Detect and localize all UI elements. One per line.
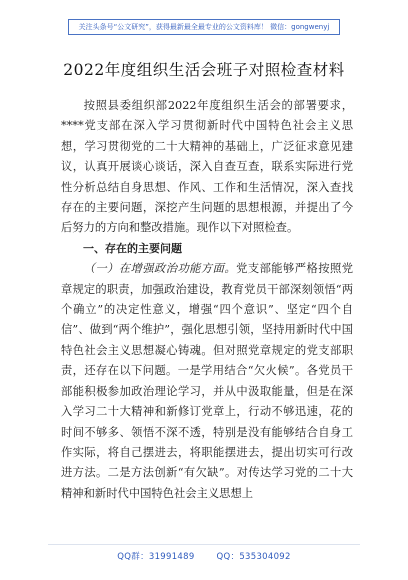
intro-paragraph: 按照县委组织部2022年度组织生活会的部署要求，****党支部在深入学习贯彻新时代中国特色社会主义思想，学习贯彻党的二十大精神的基础上，广泛征求意见建议，认真开展谈心谈话，深入自查互查，联系实际进行党性分析总结自身思想、作风、工作和生活情况，深入查找存在的主要问题，深挖产生问题的思想根源，并提出了今后努力的方向和整改措施。现作以下对照检查。 (61, 99, 353, 235)
subsection-paragraph (61, 259, 353, 504)
document-title: 2022年度组织生活会班子对照检查材料 (63, 61, 345, 79)
header-banner: 关注头条号“公文研究”，获得最新最全最专业的公文资料库！ 微信：gongwenyj (68, 19, 340, 35)
footer-divider (48, 544, 360, 545)
document-body (61, 96, 353, 504)
subsection-heading: （一）在增强政治功能方面。 (83, 262, 237, 276)
footer-qq-group: QQ群：31991489 (117, 552, 195, 562)
subsection-text: 党支部能够严格按照党章规定的职责，加强政治建设，教育党员干部深刻领悟“两个确立”的决定性意义，增强“四个意识”、坚定“四个自信”、做到“两个维护”，强化思想引领，坚持用新时代中国特色社会主义思想凝心铸魂。但对照党章规定的党支部职责，还存在以下问题。一是学用结合“欠火候”。各党员干部能积极参加政治理论学习，并从中汲取能量，但是在深入学习二十大精神和新修订党章上，行动不够迅速，花的时间不够多、领悟不深不透，特别是没有能够结合自身工作实际，将自己摆进去，将职能摆进去，提出切实可行改进方法。二是方法创新“有欠缺”。对传达学习党的二十大精神和新时代中国特色社会主义思想上 (61, 262, 353, 500)
section-heading: 一、存在的主要问题 (83, 241, 182, 255)
footer-qq: QQ：535304092 (216, 552, 291, 562)
footer (0, 550, 408, 562)
